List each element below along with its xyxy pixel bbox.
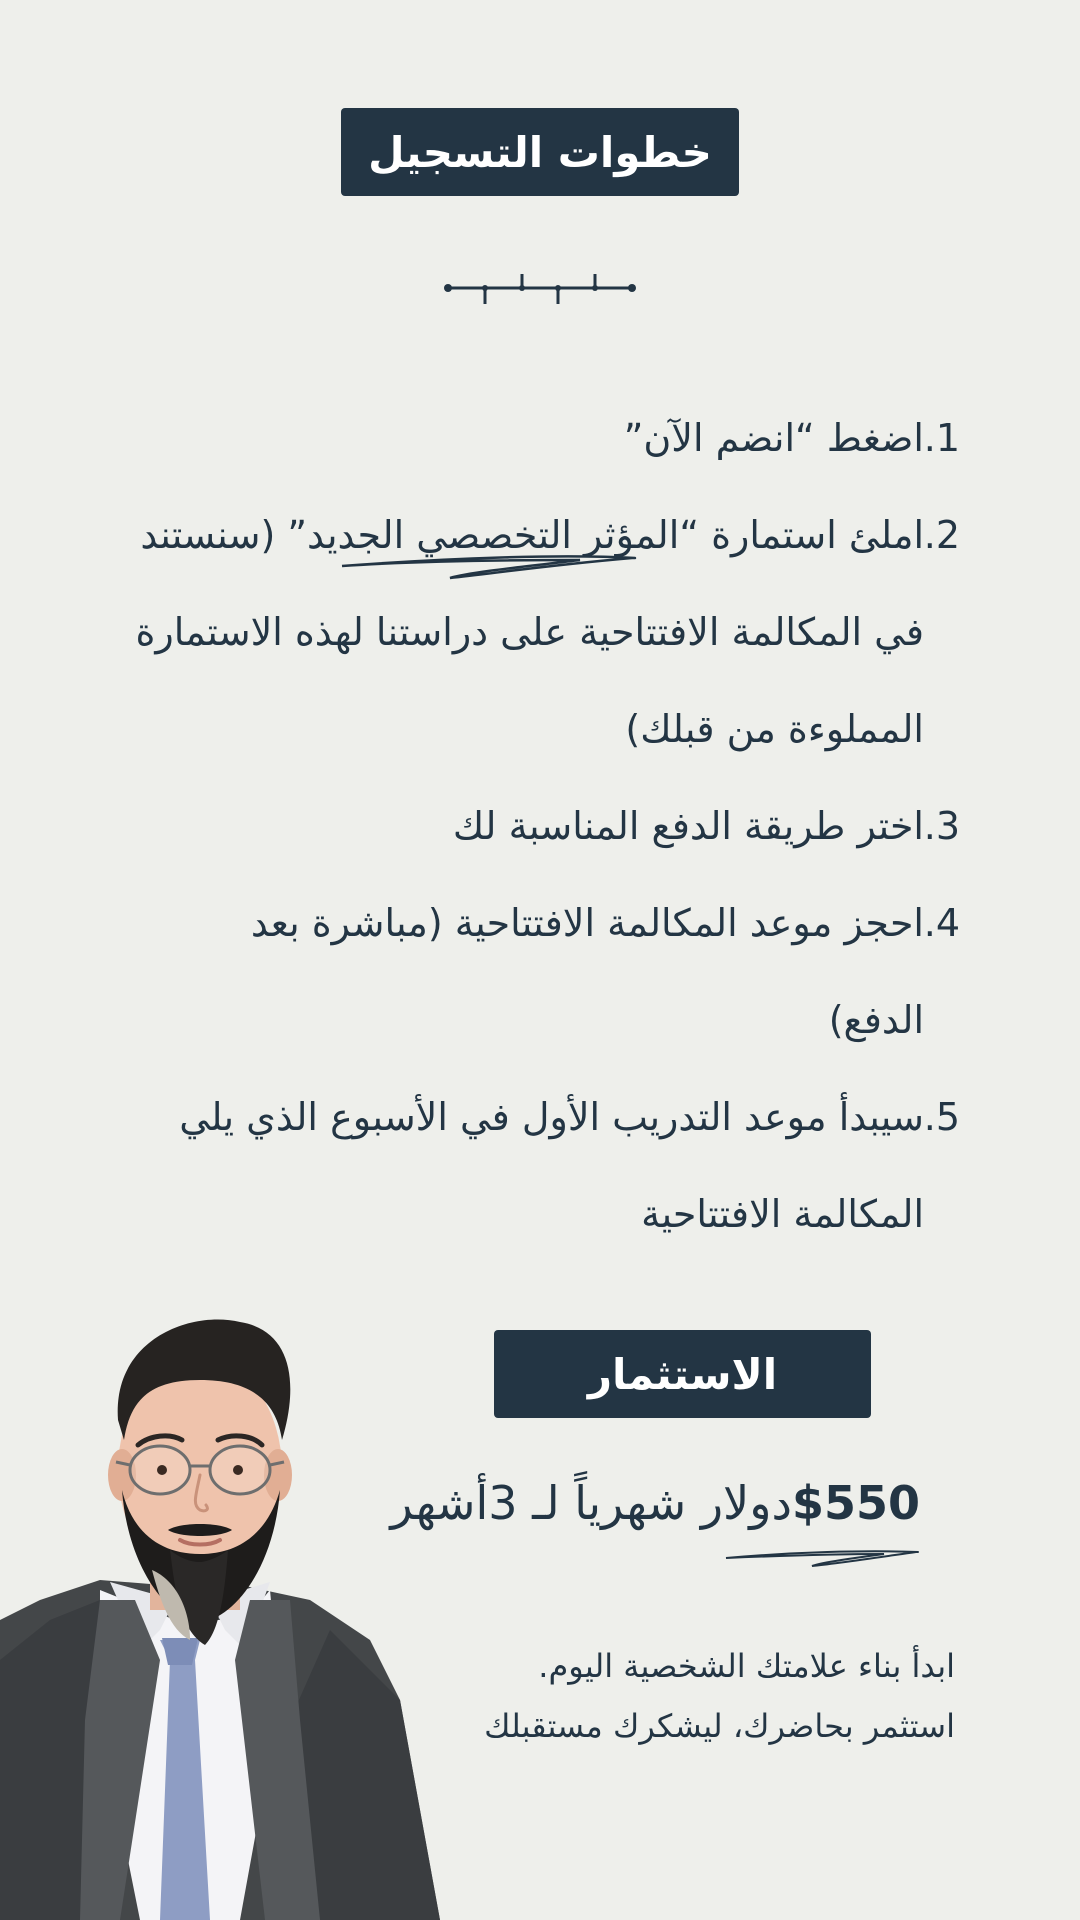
step-text-continued: المكالمة الافتتاحية [641, 1192, 924, 1236]
handwritten-underline-icon [724, 1546, 920, 1572]
tagline-line: ابدأ بناء علامتك الشخصية اليوم. [538, 1647, 955, 1685]
step-text-continued: الدفع) [828, 998, 924, 1042]
step-text-continued: في المكالمة الافتتاحية على دراستنا لهذه الاستمارة [135, 610, 924, 654]
step-text: سيبدأ موعد التدريب الأول في الأسبوع الذي يلي [179, 1095, 924, 1139]
step-number: 1. [923, 416, 960, 460]
step-text: اضغط “انضم الآن” [623, 416, 924, 460]
step-item [20, 487, 960, 778]
step-text: احجز موعد المكالمة الافتتاحية (مباشرة بعد [250, 901, 924, 945]
investment-title: الاستثمار [587, 1349, 778, 1399]
price-amount: $550 [791, 1476, 920, 1530]
investment-title-banner [494, 1330, 871, 1418]
man-in-suit-portrait [0, 1300, 470, 1920]
registration-steps-list [20, 390, 960, 1263]
step-text: املئ استمارة “المؤثر التخصصي الجديد” (سنستند [140, 513, 924, 557]
step-number: 2. [923, 513, 960, 557]
step-item [20, 390, 960, 487]
investment-tagline [484, 1636, 955, 1756]
handwritten-underline-icon [340, 552, 640, 586]
step-number: 4. [923, 901, 960, 945]
price-unit: دولار شهرياً لـ 3أشهر [390, 1476, 792, 1530]
steps-title-banner [341, 108, 739, 196]
step-text-continued: المملوءة من قبلك) [625, 707, 924, 751]
step-number: 5. [923, 1095, 960, 1139]
step-item [20, 875, 960, 1069]
steps-title: خطوات التسجيل [368, 127, 712, 177]
step-item [20, 1069, 960, 1263]
dotted-divider-icon [440, 270, 640, 310]
tagline-line: استثمر بحاضرك، ليشكرك مستقبلك [484, 1707, 955, 1745]
step-text: اختر طريقة الدفع المناسبة لك [452, 804, 924, 848]
step-item [20, 778, 960, 875]
step-number: 3. [923, 804, 960, 848]
